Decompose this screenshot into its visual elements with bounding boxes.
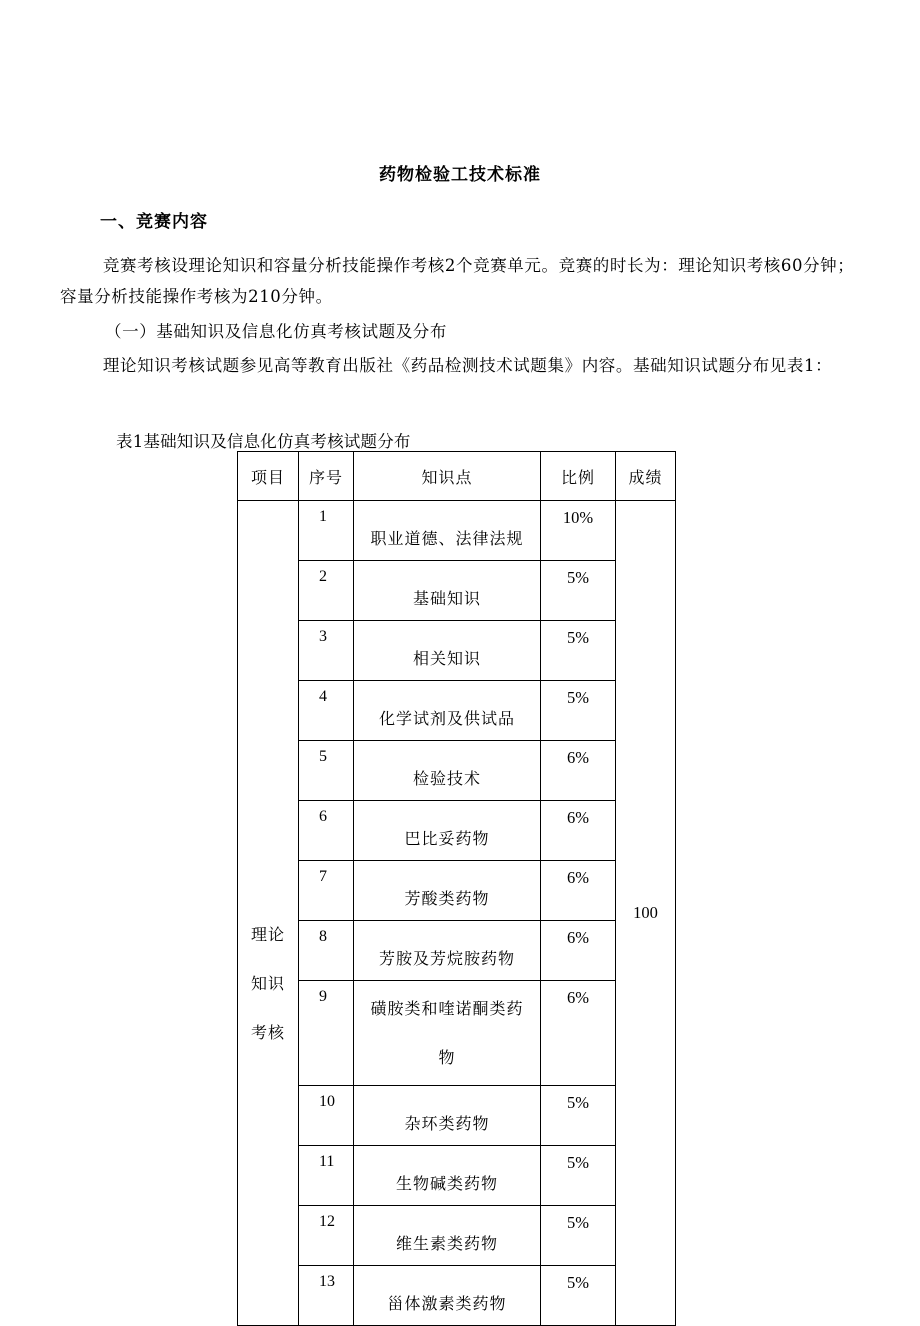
knowledge-point-cell: 巴比妥药物 bbox=[354, 801, 541, 861]
knowledge-point-cell: 磺胺类和喹诺酮类药物 bbox=[354, 981, 541, 1086]
knowledge-point-cell: 芳酸类药物 bbox=[354, 861, 541, 921]
table-row bbox=[238, 1206, 676, 1266]
score-cell: 100 bbox=[616, 501, 676, 1326]
reference-paragraph: 理论知识考核试题参见高等教育出版社《药品检测技术试题集》内容。基础知识试题分布见表1： bbox=[102, 356, 833, 375]
table-row bbox=[238, 1146, 676, 1206]
ratio-cell: 5% bbox=[541, 681, 616, 741]
knowledge-point-cell: 基础知识 bbox=[354, 561, 541, 621]
table-caption: 表1基础知识及信息化仿真考核试题分布 bbox=[116, 432, 411, 451]
table-row bbox=[238, 561, 676, 621]
ratio-cell: 5% bbox=[541, 1086, 616, 1146]
table-row bbox=[238, 1266, 676, 1326]
header-score: 成绩 bbox=[616, 452, 676, 501]
ratio-cell: 5% bbox=[541, 1266, 616, 1326]
header-item: 项目 bbox=[238, 452, 299, 501]
seq-cell: 2 bbox=[299, 561, 354, 621]
knowledge-distribution-table bbox=[237, 451, 676, 1326]
table-row bbox=[238, 981, 676, 1086]
knowledge-point-cell: 化学试剂及供试品 bbox=[354, 681, 541, 741]
seq-cell: 7 bbox=[299, 861, 354, 921]
subheading-basic-knowledge: （一）基础知识及信息化仿真考核试题及分布 bbox=[105, 322, 447, 341]
knowledge-point-cell: 杂环类药物 bbox=[354, 1086, 541, 1146]
seq-cell: 5 bbox=[299, 741, 354, 801]
seq-cell: 9 bbox=[299, 981, 354, 1086]
ratio-cell: 6% bbox=[541, 981, 616, 1086]
knowledge-point-cell: 芳胺及芳烷胺药物 bbox=[354, 921, 541, 981]
intro-paragraph: 竞赛考核设理论知识和容量分析技能操作考核2个竞赛单元。竞赛的时长为：理论知识考核60分钟；容量分析技能操作考核为210分钟。 bbox=[60, 256, 855, 306]
seq-cell: 10 bbox=[299, 1086, 354, 1146]
seq-cell: 12 bbox=[299, 1206, 354, 1266]
seq-cell: 11 bbox=[299, 1146, 354, 1206]
seq-cell: 6 bbox=[299, 801, 354, 861]
seq-cell: 13 bbox=[299, 1266, 354, 1326]
knowledge-point-cell: 维生素类药物 bbox=[354, 1206, 541, 1266]
header-knowledge-point: 知识点 bbox=[354, 452, 541, 501]
table-row bbox=[238, 681, 676, 741]
seq-cell: 8 bbox=[299, 921, 354, 981]
knowledge-point-cell: 生物碱类药物 bbox=[354, 1146, 541, 1206]
table-row bbox=[238, 621, 676, 681]
ratio-cell: 5% bbox=[541, 561, 616, 621]
table-row bbox=[238, 1086, 676, 1146]
knowledge-point-cell: 检验技术 bbox=[354, 741, 541, 801]
item-cell-theory-exam bbox=[238, 501, 299, 1326]
knowledge-point-cell: 职业道德、法律法规 bbox=[354, 501, 541, 561]
ratio-cell: 6% bbox=[541, 861, 616, 921]
section-heading-competition-content: 一、竞赛内容 bbox=[100, 212, 208, 232]
ratio-cell: 5% bbox=[541, 1206, 616, 1266]
seq-cell: 1 bbox=[299, 501, 354, 561]
page-title: 药物检验工技术标准 bbox=[379, 165, 541, 185]
item-label-line: 理论 bbox=[250, 924, 285, 944]
ratio-cell: 5% bbox=[541, 1146, 616, 1206]
table-row bbox=[238, 801, 676, 861]
ratio-cell: 10% bbox=[541, 501, 616, 561]
ratio-cell: 5% bbox=[541, 621, 616, 681]
table-row bbox=[238, 501, 676, 561]
knowledge-point-cell: 甾体激素类药物 bbox=[354, 1266, 541, 1326]
seq-cell: 4 bbox=[299, 681, 354, 741]
ratio-cell: 6% bbox=[541, 921, 616, 981]
ratio-cell: 6% bbox=[541, 801, 616, 861]
table-row bbox=[238, 921, 676, 981]
ratio-cell: 6% bbox=[541, 741, 616, 801]
table-row bbox=[238, 861, 676, 921]
seq-cell: 3 bbox=[299, 621, 354, 681]
item-label-line: 知识 bbox=[250, 973, 285, 993]
header-ratio: 比例 bbox=[541, 452, 616, 501]
item-label-line: 考核 bbox=[250, 1022, 285, 1042]
header-seq: 序号 bbox=[299, 452, 354, 501]
table-header-row bbox=[238, 452, 676, 501]
knowledge-point-cell: 相关知识 bbox=[354, 621, 541, 681]
table-row bbox=[238, 741, 676, 801]
